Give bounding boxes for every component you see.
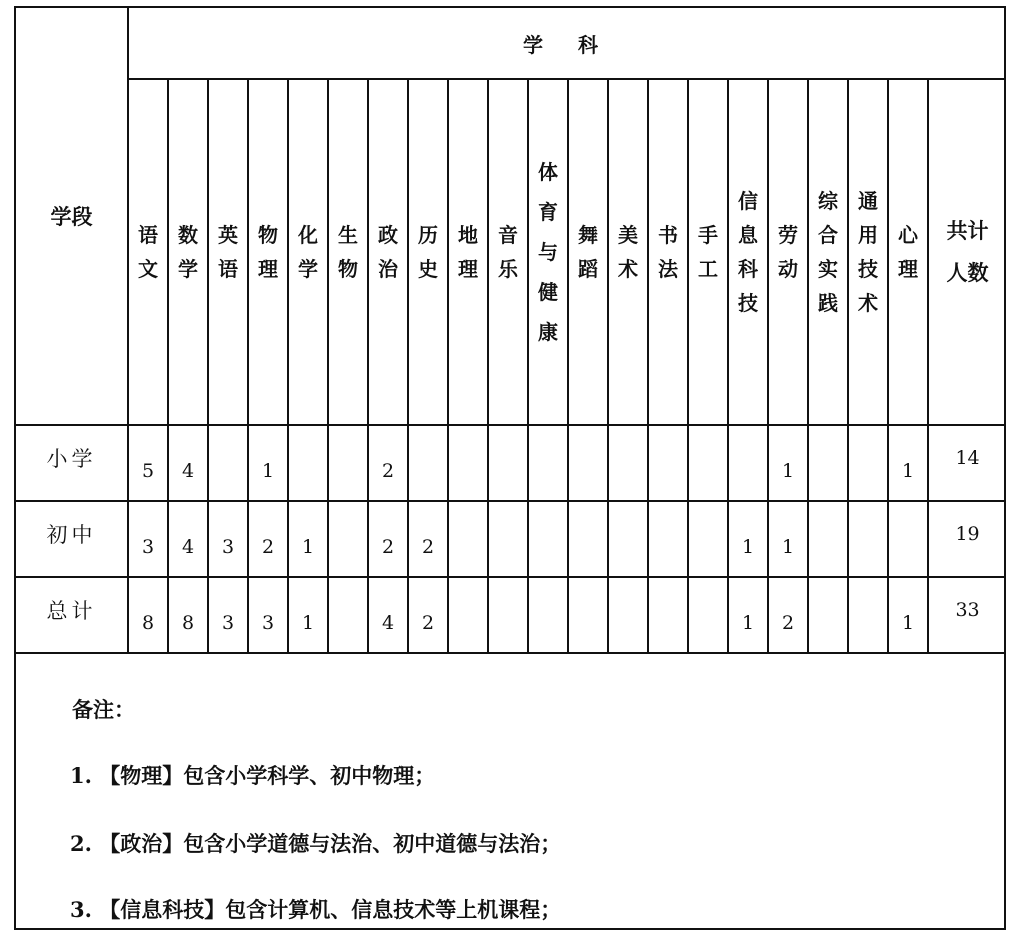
subject-label: 音乐 bbox=[498, 223, 518, 281]
value bbox=[849, 455, 887, 471]
value-cell bbox=[288, 577, 328, 653]
value-cell bbox=[888, 501, 928, 577]
value: 1 bbox=[781, 536, 795, 558]
subject-label: 手工 bbox=[698, 223, 718, 281]
stage-cell bbox=[16, 501, 128, 577]
value bbox=[489, 531, 527, 547]
subject-label: 数学 bbox=[178, 223, 198, 281]
stage-cell bbox=[16, 425, 128, 501]
value bbox=[649, 607, 687, 623]
value: 2 bbox=[421, 612, 435, 634]
value-cell bbox=[888, 577, 928, 653]
subject-header-cell bbox=[688, 79, 728, 425]
value bbox=[849, 531, 887, 547]
subject-label: 英语 bbox=[218, 223, 238, 281]
value-cell bbox=[128, 577, 168, 653]
table-row bbox=[16, 577, 1006, 653]
value: 2 bbox=[781, 612, 795, 634]
value bbox=[409, 455, 447, 471]
value bbox=[529, 531, 567, 547]
subject-header-cell bbox=[368, 79, 408, 425]
value-cell bbox=[648, 425, 688, 501]
note-line-2: 2. 【政治】包含小学道德与法治、初中道德与法治； bbox=[70, 831, 562, 856]
value-cell bbox=[568, 501, 608, 577]
value-cell bbox=[608, 501, 648, 577]
value-cell bbox=[608, 425, 648, 501]
total-header-cell bbox=[928, 79, 1006, 425]
value-cell bbox=[848, 425, 888, 501]
value-cell bbox=[288, 501, 328, 577]
value-cell bbox=[728, 501, 768, 577]
subject-label: 美术 bbox=[618, 223, 638, 281]
subject-header-cell bbox=[128, 79, 168, 425]
value: 3 bbox=[221, 612, 235, 634]
subject-label: 历史 bbox=[418, 223, 438, 281]
stage-header: 学段 bbox=[50, 204, 93, 229]
subject-header-cell bbox=[648, 79, 688, 425]
value: 3 bbox=[261, 612, 275, 634]
value-cell bbox=[448, 501, 488, 577]
value bbox=[609, 607, 647, 623]
value bbox=[569, 531, 607, 547]
total-cell bbox=[928, 577, 1006, 653]
value: 1 bbox=[901, 612, 915, 634]
subject-label: 舞蹈 bbox=[578, 223, 598, 281]
value bbox=[449, 531, 487, 547]
value bbox=[569, 607, 607, 623]
value bbox=[329, 455, 367, 471]
value: 1 bbox=[781, 460, 795, 482]
value bbox=[729, 455, 767, 471]
subject-header-cell bbox=[328, 79, 368, 425]
staffing-table-sheet bbox=[14, 6, 1006, 930]
value-cell bbox=[448, 577, 488, 653]
subject-label: 语文 bbox=[138, 223, 158, 281]
notes-title: 备注： bbox=[72, 697, 135, 722]
value bbox=[689, 531, 727, 547]
value bbox=[689, 607, 727, 623]
value-cell bbox=[488, 425, 528, 501]
value-cell bbox=[328, 501, 368, 577]
subject-label: 物理 bbox=[258, 223, 278, 281]
value: 5 bbox=[141, 460, 155, 482]
value bbox=[689, 455, 727, 471]
stage-cell bbox=[16, 577, 128, 653]
value-cell bbox=[488, 501, 528, 577]
value bbox=[649, 455, 687, 471]
value bbox=[289, 455, 327, 471]
subject-header-cell bbox=[408, 79, 448, 425]
value: 2 bbox=[261, 536, 275, 558]
value-cell bbox=[408, 501, 448, 577]
header-row bbox=[16, 8, 1006, 79]
value: 1 bbox=[741, 536, 755, 558]
value: 1 bbox=[301, 612, 315, 634]
value bbox=[809, 455, 847, 471]
stage-label: 总计 bbox=[46, 599, 97, 623]
value-cell bbox=[648, 501, 688, 577]
value bbox=[809, 531, 847, 547]
value bbox=[889, 531, 927, 547]
value-cell bbox=[368, 501, 408, 577]
subject-header-cell bbox=[528, 79, 568, 425]
value bbox=[609, 455, 647, 471]
value-cell bbox=[528, 577, 568, 653]
subject-label: 信息科技 bbox=[738, 189, 758, 315]
value-cell bbox=[408, 577, 448, 653]
value-cell bbox=[368, 577, 408, 653]
value-cell bbox=[688, 501, 728, 577]
value-cell bbox=[208, 577, 248, 653]
total-value: 33 bbox=[955, 599, 980, 621]
value: 1 bbox=[261, 460, 275, 482]
stage-label: 初中 bbox=[46, 523, 97, 547]
value bbox=[609, 531, 647, 547]
value bbox=[649, 531, 687, 547]
value: 3 bbox=[221, 536, 235, 558]
value bbox=[449, 455, 487, 471]
subject-label: 化学 bbox=[298, 223, 318, 281]
value-cell bbox=[248, 577, 288, 653]
value bbox=[209, 455, 247, 471]
value-cell bbox=[648, 577, 688, 653]
value: 1 bbox=[901, 460, 915, 482]
value bbox=[529, 455, 567, 471]
value-cell bbox=[208, 501, 248, 577]
value-cell bbox=[688, 425, 728, 501]
subject-header-cell bbox=[808, 79, 848, 425]
subject-label: 地理 bbox=[458, 223, 478, 281]
table-row bbox=[16, 425, 1006, 501]
value-cell bbox=[408, 425, 448, 501]
value-cell bbox=[568, 425, 608, 501]
value: 8 bbox=[181, 612, 195, 634]
value-cell bbox=[128, 425, 168, 501]
value-cell bbox=[768, 425, 808, 501]
total-header: 共计人数 bbox=[946, 218, 989, 285]
subject-names-row bbox=[16, 79, 1006, 425]
subject-header-cell bbox=[608, 79, 648, 425]
value: 8 bbox=[141, 612, 155, 634]
value-cell bbox=[288, 425, 328, 501]
value-cell bbox=[728, 577, 768, 653]
value: 2 bbox=[421, 536, 435, 558]
total-cell bbox=[928, 501, 1006, 577]
value-cell bbox=[848, 501, 888, 577]
value-cell bbox=[248, 501, 288, 577]
subjects-header-cell bbox=[128, 8, 1006, 79]
value-cell bbox=[168, 501, 208, 577]
value: 2 bbox=[381, 536, 395, 558]
value bbox=[329, 607, 367, 623]
value-cell bbox=[448, 425, 488, 501]
subject-header-cell bbox=[728, 79, 768, 425]
value: 4 bbox=[181, 460, 195, 482]
value-cell bbox=[168, 577, 208, 653]
value-cell bbox=[608, 577, 648, 653]
subject-label: 劳动 bbox=[778, 223, 798, 281]
subject-header-cell bbox=[168, 79, 208, 425]
value-cell bbox=[688, 577, 728, 653]
value-cell bbox=[728, 425, 768, 501]
value-cell bbox=[208, 425, 248, 501]
value-cell bbox=[568, 577, 608, 653]
subject-label: 综合实践 bbox=[818, 189, 838, 315]
value-cell bbox=[248, 425, 288, 501]
value: 4 bbox=[181, 536, 195, 558]
stage-label: 小学 bbox=[46, 447, 97, 471]
value: 1 bbox=[301, 536, 315, 558]
subject-label: 心理 bbox=[898, 223, 918, 281]
subjects-header: 学 科 bbox=[523, 32, 613, 57]
value-cell bbox=[808, 501, 848, 577]
subject-header-cell bbox=[848, 79, 888, 425]
value-cell bbox=[888, 425, 928, 501]
value-cell bbox=[128, 501, 168, 577]
value: 2 bbox=[381, 460, 395, 482]
note-line-3: 3. 【信息科技】包含计算机、信息技术等上机课程； bbox=[70, 897, 562, 922]
value-cell bbox=[768, 577, 808, 653]
subject-header-cell bbox=[208, 79, 248, 425]
value bbox=[809, 607, 847, 623]
subject-header-cell bbox=[568, 79, 608, 425]
subject-label: 书法 bbox=[658, 223, 678, 281]
subject-label: 通用技术 bbox=[858, 189, 878, 315]
value bbox=[449, 607, 487, 623]
value-cell bbox=[808, 577, 848, 653]
value-cell bbox=[528, 425, 568, 501]
value bbox=[569, 455, 607, 471]
table-row bbox=[16, 501, 1006, 577]
value-cell bbox=[768, 501, 808, 577]
subject-header-cell bbox=[288, 79, 328, 425]
value-cell bbox=[368, 425, 408, 501]
subject-label: 体育与健康 bbox=[538, 160, 558, 344]
value bbox=[849, 607, 887, 623]
value-cell bbox=[488, 577, 528, 653]
value-cell bbox=[328, 577, 368, 653]
value bbox=[529, 607, 567, 623]
value-cell bbox=[848, 577, 888, 653]
value-cell bbox=[808, 425, 848, 501]
total-cell bbox=[928, 425, 1006, 501]
value bbox=[489, 607, 527, 623]
total-value: 19 bbox=[955, 523, 980, 545]
value: 3 bbox=[141, 536, 155, 558]
subject-staff-table bbox=[16, 8, 1006, 654]
value: 4 bbox=[381, 612, 395, 634]
total-value: 14 bbox=[955, 447, 980, 469]
value bbox=[329, 531, 367, 547]
subject-header-cell bbox=[488, 79, 528, 425]
subject-header-cell bbox=[768, 79, 808, 425]
subject-header-cell bbox=[888, 79, 928, 425]
value bbox=[489, 455, 527, 471]
subject-label: 生物 bbox=[338, 223, 358, 281]
subject-header-cell bbox=[448, 79, 488, 425]
stage-header-cell bbox=[16, 8, 128, 425]
subject-header-cell bbox=[248, 79, 288, 425]
value-cell bbox=[528, 501, 568, 577]
value: 1 bbox=[741, 612, 755, 634]
subject-label: 政治 bbox=[378, 223, 398, 281]
value-cell bbox=[328, 425, 368, 501]
note-line-1: 1. 【物理】包含小学科学、初中物理； bbox=[70, 763, 436, 788]
value-cell bbox=[168, 425, 208, 501]
